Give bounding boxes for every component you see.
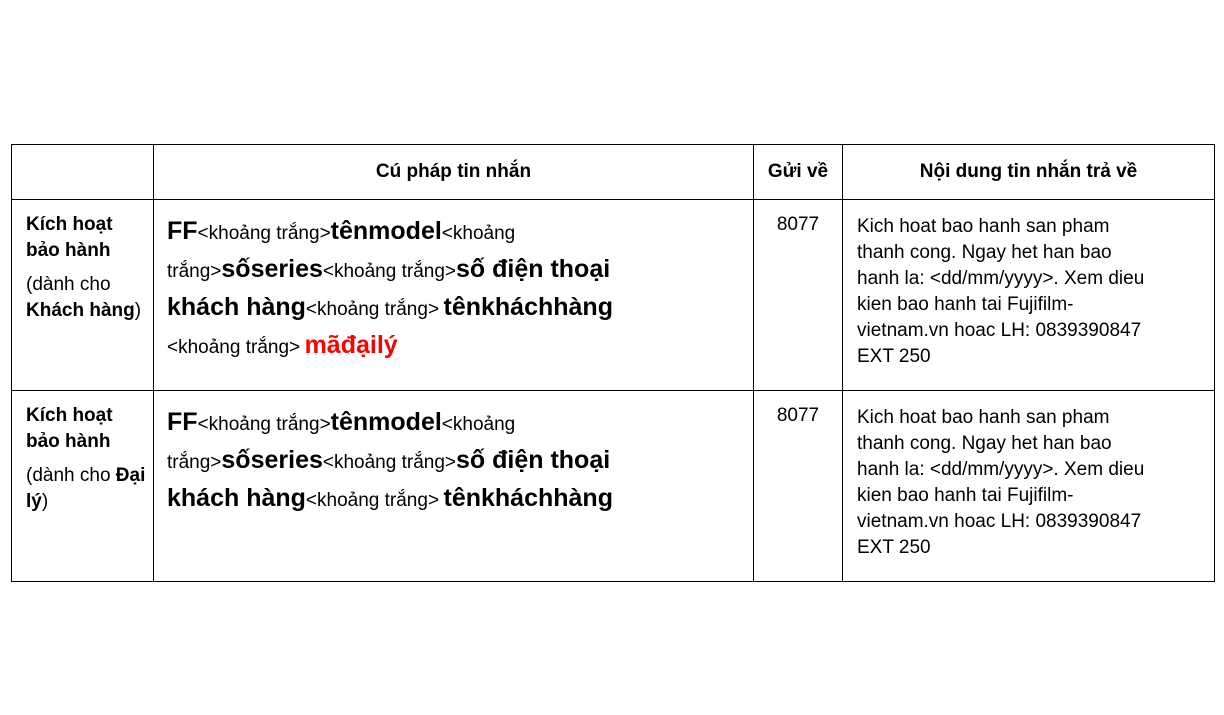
header-empty-cell: [12, 145, 154, 200]
reply-content: Kich hoat bao hanh san pham thanh cong. Ngay het han bao hanh la: <dd/mm/yyyy>. Xem dieu kien bao hanh tai Fujifilm- vietnam.vn hoac LH: 0839390847 EXT 250: [857, 216, 1145, 367]
sms-syntax: FF<khoảng trắng>tênmodel<khoảng trắng>sốseries<khoảng trắng>số điện thoại khách hàng<khoảng trắng> tênkháchhàng <khoảng trắng> mãđạilý: [167, 217, 613, 359]
syntax-series: sốseries: [221, 255, 323, 283]
syntax-model: tênmodel: [330, 408, 442, 436]
activation-type-cell: [12, 200, 154, 391]
syntax-model: tênmodel: [330, 217, 442, 245]
syntax-ff: FF: [167, 408, 198, 436]
send-to-cell: [754, 200, 843, 391]
reply-content: Kich hoat bao hanh san pham thanh cong. Ngay het han bao hanh la: <dd/mm/yyyy>. Xem dieu kien bao hanh tai Fujifilm- vietnam.vn hoac LH: 0839390847 EXT 250: [857, 407, 1145, 558]
syntax-cell: [154, 200, 754, 391]
activation-type-title: Kích hoạt bảo hành: [26, 214, 113, 261]
syntax-customer-name: tênkháchhàng: [443, 293, 613, 321]
table-header-row: [12, 145, 1215, 200]
reply-cell: [843, 200, 1215, 391]
activation-type-title: Kích hoạt bảo hành: [26, 405, 113, 452]
header-send-to: Gửi về: [754, 145, 843, 200]
table-row: [12, 391, 1215, 582]
syntax-customer-name: tênkháchhàng: [443, 484, 613, 512]
send-to-cell: [754, 391, 843, 582]
activation-type-note: (dành cho Đại lý): [26, 465, 146, 512]
activation-type-note: (dành cho Khách hàng): [26, 274, 142, 321]
syntax-ff: FF: [167, 217, 198, 245]
table-row: [12, 200, 1215, 391]
sms-syntax-table: [11, 144, 1215, 582]
activation-type-cell: [12, 391, 154, 582]
header-syntax: Cú pháp tin nhắn: [154, 145, 754, 200]
syntax-dealer-code: mãđạilý: [304, 331, 398, 359]
syntax-cell: [154, 391, 754, 582]
syntax-series: sốseries: [221, 446, 323, 474]
send-to-number: 8077: [776, 214, 820, 235]
syntax-phone: số điện thoại: [456, 255, 611, 283]
syntax-phone: số điện thoại: [456, 446, 611, 474]
header-reply-content: Nội dung tin nhắn trả về: [843, 145, 1215, 200]
send-to-number: 8077: [776, 405, 820, 426]
reply-cell: [843, 391, 1215, 582]
sms-syntax: FF<khoảng trắng>tênmodel<khoảng trắng>sốseries<khoảng trắng>số điện thoại khách hàng<khoảng trắng> tênkháchhàng: [167, 408, 613, 512]
